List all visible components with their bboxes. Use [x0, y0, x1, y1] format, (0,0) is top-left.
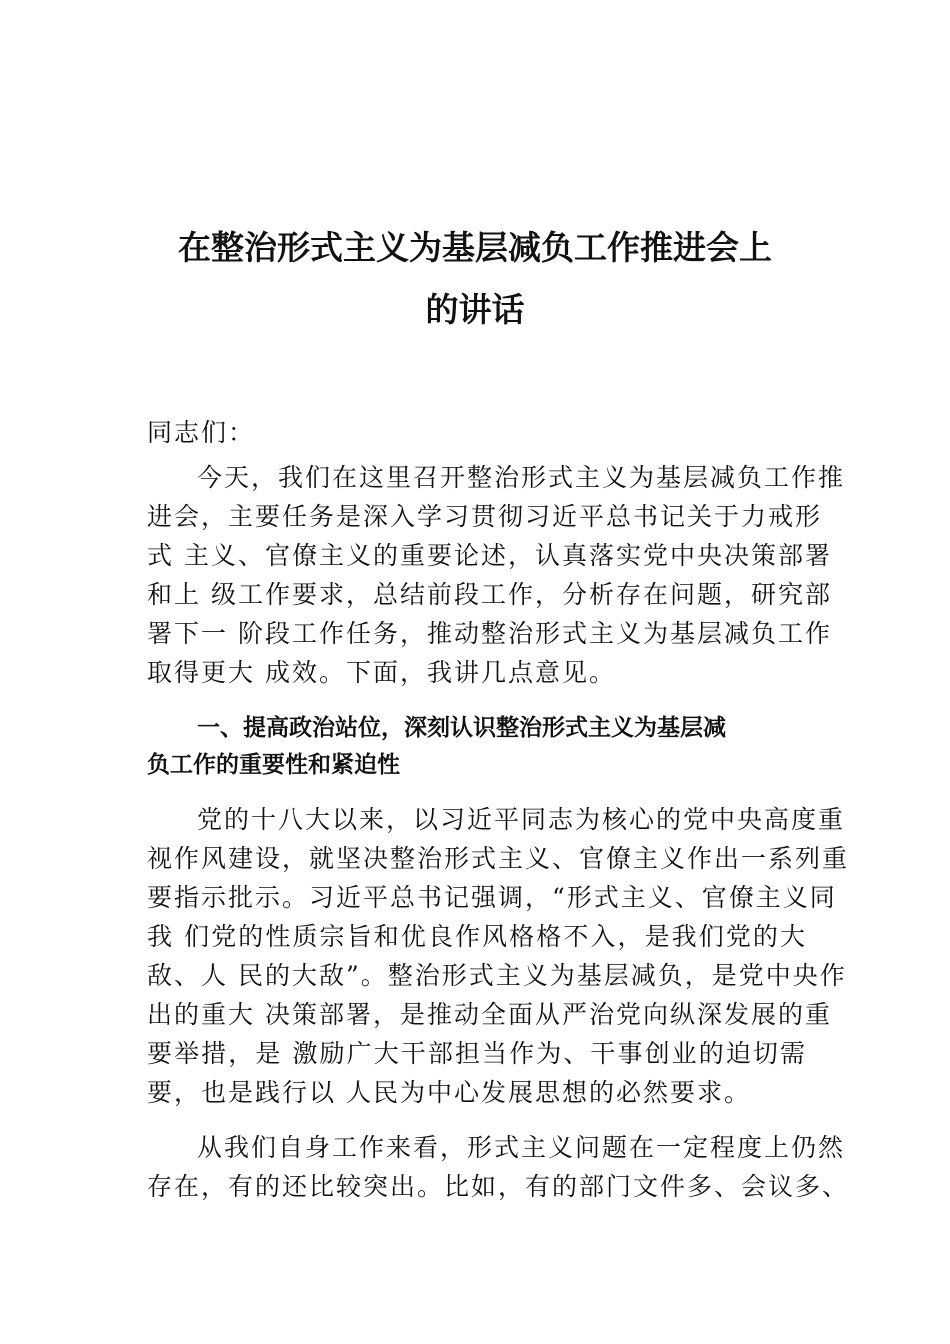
paragraph-2-line: 党的十八大以来，以习近平同志为核心的党中央高度重: [197, 805, 846, 834]
section-1-heading-line-2: 负工作的重要性和紧迫性: [147, 752, 400, 778]
paragraph-1-line: 署下一 阶段工作任务，推动整治形式主义为基层减负工作: [147, 619, 832, 648]
document-title-line-1: 在整治形式主义为基层减负工作推进会上: [178, 228, 772, 267]
paragraph-2-line: 视作风建设，就坚决整治形式主义、官僚主义作出一系列重: [147, 844, 850, 873]
paragraph-2-line: 敌、人 民的大敌”。整治形式主义为基层减负，是党中央作: [147, 961, 847, 990]
paragraph-2-line: 我 们党的性质宗旨和优良作风格格不入，是我们党的大: [147, 922, 807, 951]
paragraph-2-line: 要举措，是 激励广大干部担当作为、干事创业的迫切需: [147, 1039, 807, 1068]
section-1-heading-line-1: 一、提高政治站位，深刻认识整治形式主义为基层减: [197, 715, 726, 741]
salutation: 同志们：: [147, 418, 256, 447]
paragraph-3-line: 从我们自身工作来看，形式主义问题在一定程度上仍然: [197, 1133, 846, 1162]
paragraph-1-line: 式 主义、官僚主义的重要论述，认真落实党中央决策部署: [147, 541, 832, 570]
paragraph-2-line: 出的重大 决策部署，是推动全面从严治党向纵深发展的重: [147, 1000, 832, 1029]
paragraph-2-line: 要指示批示。习近平总书记强调，“形式主义、官僚主义同: [147, 883, 837, 912]
paragraph-3-line: 存在，有的还比较突出。比如，有的部门文件多、会议多、: [147, 1172, 850, 1201]
paragraph-1-line: 和上 级工作要求，总结前段工作，分析存在问题，研究部: [147, 580, 832, 609]
paragraph-1-line: 取得更大 成效。下面，我讲几点意见。: [147, 658, 616, 687]
paragraph-2-line: 要，也是践行以 人民为中心发展思想的必然要求。: [147, 1078, 751, 1107]
paragraph-1-line: 进会，主要任务是深入学习贯彻习近平总书记关于力戒形: [147, 502, 823, 531]
paragraph-1-line: 今天，我们在这里召开整治形式主义为基层减负工作推: [197, 463, 846, 492]
document-title-line-2: 的讲话: [425, 290, 525, 329]
